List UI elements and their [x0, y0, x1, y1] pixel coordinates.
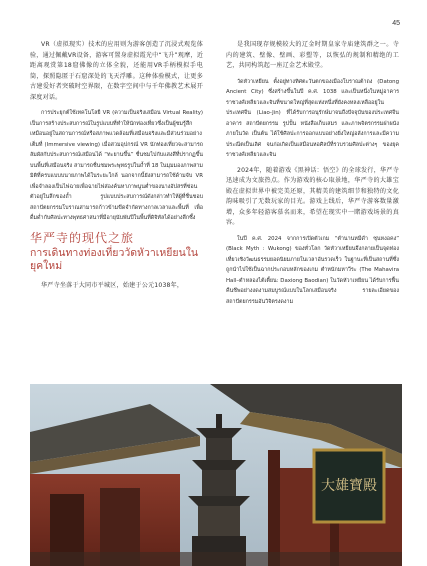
huayan-history-thai: วัดหัวาเหยียน ตั้งอยู่ทางทิศตะวันตกของเมืองโบราณต้าถง (Datong Ancient City) ซึ่งสร้างขึ้นในปี ค.ศ. 1038 และเป็นหนึ่งในหมู่อาคารราชวงศ์เหลียวและจินที่ขนาดใหญ่ที่สุดแห่งหนึ่งที่ยังคงหลงเหลืออยู่ในประเทศจีน (Liao-Jin) ที่ได้รับการอนุรักษ์มาจนถึงปัจจุบันของประเทศจีน อาคาร สถาปัตยกรรม รูปปั้น หนังสือเก็บเสมร และภาพจิตรกรรมฝาผนังภายในวัด เป็นต้น ได้ใช้ศิลปะการออกแบบอย่างยิ่งใหญ่อลังการและมีความประณีตเป็นเลิศ จนก่อเกิดเป็นเสมือนหอศิลป์ที่รวบรวมศิลปะต่างๆ ของยุคราชวงศ์เหลียวและจิน — [226, 78, 399, 158]
huayan-intro-chinese: 华严寺坐落于大同市平城区，始建于公元1038年， — [41, 281, 184, 289]
huayan-history-chinese: 是我国现存规模较大的辽金时期皇家寺庙建筑群之一。寺内的建筑、壁像、壁画、彩塑等，以恢弘的规制和精绝的工艺，共同构筑起一座辽金艺术殿堂。 — [226, 41, 399, 69]
section-heading-chinese: 华严寺的现代之旅 — [30, 230, 135, 245]
section-heading-thai: การเดินทางท่องเที่ยววัดหัวาเหยียนในยุคใหม่ — [30, 246, 199, 272]
vr-paragraph-chinese: VR（虚拟现实）技术的应用则为游客创造了沉浸式观览体验，通过佩戴VR设备，游客可置身虚拟霞光中“飞升”观摩，近距离观赏第18窟佛像的立体全貌，还能用VR手柄模拟手电筒，探照隐匿于石窟深处的飞天浮雕。这种体验模式，让更多古建爱好者突破时空界限，在数字空间中与千年佛教艺术展开深度对话。 — [30, 41, 203, 101]
left-column — [30, 40, 203, 296]
temple-photo — [30, 384, 402, 566]
temple-photo-illustration — [30, 384, 402, 566]
vr-paragraph-thai: การประยุกต์ใช้เทคโนโลยี VR (ความเป็นจริงเสมือน Virtual Reality) เป็นการสร้างประสบการณ์ในรูปแบบที่ทำให้นักท่องเที่ยวซึ่งเป็นผู้ชมรู้สึกเหมือนอยู่ในสถานการณ์หรือสภาพแวดล้อมที่เสมือนจริงและมีส่วนร่วมอย่างเต็มที่ (Immersive viewing) เมื่อสวมอุปกรณ์ VR นักท่องเที่ยวจะสามารถลัมผัสกับประสบการณ์เสมือนได้ “ทะยานขึ้น” ชื่นชมไปกับแสงสีที่ปรากฏขึ้นบนพื้นที่เสมือนจริง สามารถชื่นชมพระพุทธรูปในถ้ำที่ 18 ในมุมมองภาพสามมิติที่ครบแบบบนายภาพได้ในระยะใกล้ นอกจากนี้ยังสามารถใช้ด้ามจับ VR เพื่อจำลองเป็นไฟฉายเพื่อฉายไฟส่องค้นหาภาพนูนต่ำของนางอัปสรที่ซ่อนตัวอยู่ในลึกของถ้ำ รูปแบบประสบการณ์ดังกล่าวทำให้ผู้ที่ชื่นชอบสถาปัตยกรรมโบราณสามารถก้าวข้ามขีดจำกัดทางกาลเวลาและพื้นที่ เพื่อดื่มด่ำกับศิลปะทางพุทธศาสนาที่มีอายุนับพันปีในพื้นที่ดิจิทัลได้อย่างลึกซึ้ง — [30, 110, 203, 221]
page-number: 45 — [392, 20, 400, 27]
plaque-text: 大雄寶殿 — [321, 478, 377, 494]
wukong-paragraph-thai: ในปี ค.ศ. 2024 จากการเปิดตัวเกม “ตำนานหมีดำ ซุนหงอคง” (Black Myth : Wukong) ของทั่วโลก วัดหัวาเหยียนจึงกลายเป็นจุดท่องเที่ยวเชิงวัฒนธรรมยอดนิยมภายในเวลาอันรวดเร็ว ในฐานะที่เป็นสถานที่ซึ่งถูกนำไปใช้เป็นฉากประกอบหลักของเกม ตำหนักมหาวีระ (The Mahavira Hall–ตำหลองไต้เตี้ยน: Daxiong Baodian) ในวัดหัวาเหยียน ได้รับการฟื้นคืนชีพอย่างงดงามสมบูรณ์แบบในโลกเสมือนจริง รายละเอียดของสถาปัตยกรรมอันวิจิตรงดงาม — [226, 235, 399, 305]
wukong-paragraph-chinese: 2024年，随着游戏《黑神话：悟空》的全球发行，华严寺迅速成为文旅热点。作为游戏的核心取景地，华严寺的大雄宝殿在虚拟世界中被完美还原，其精美的建筑细节和独特的文化韵味吸引了无数玩家的目光。游戏上线后，华严寺游客数量激增，众多年轻游客慕名而来，希望在现实中一睹游戏场景的真容。 — [226, 166, 399, 226]
right-column — [226, 40, 399, 312]
